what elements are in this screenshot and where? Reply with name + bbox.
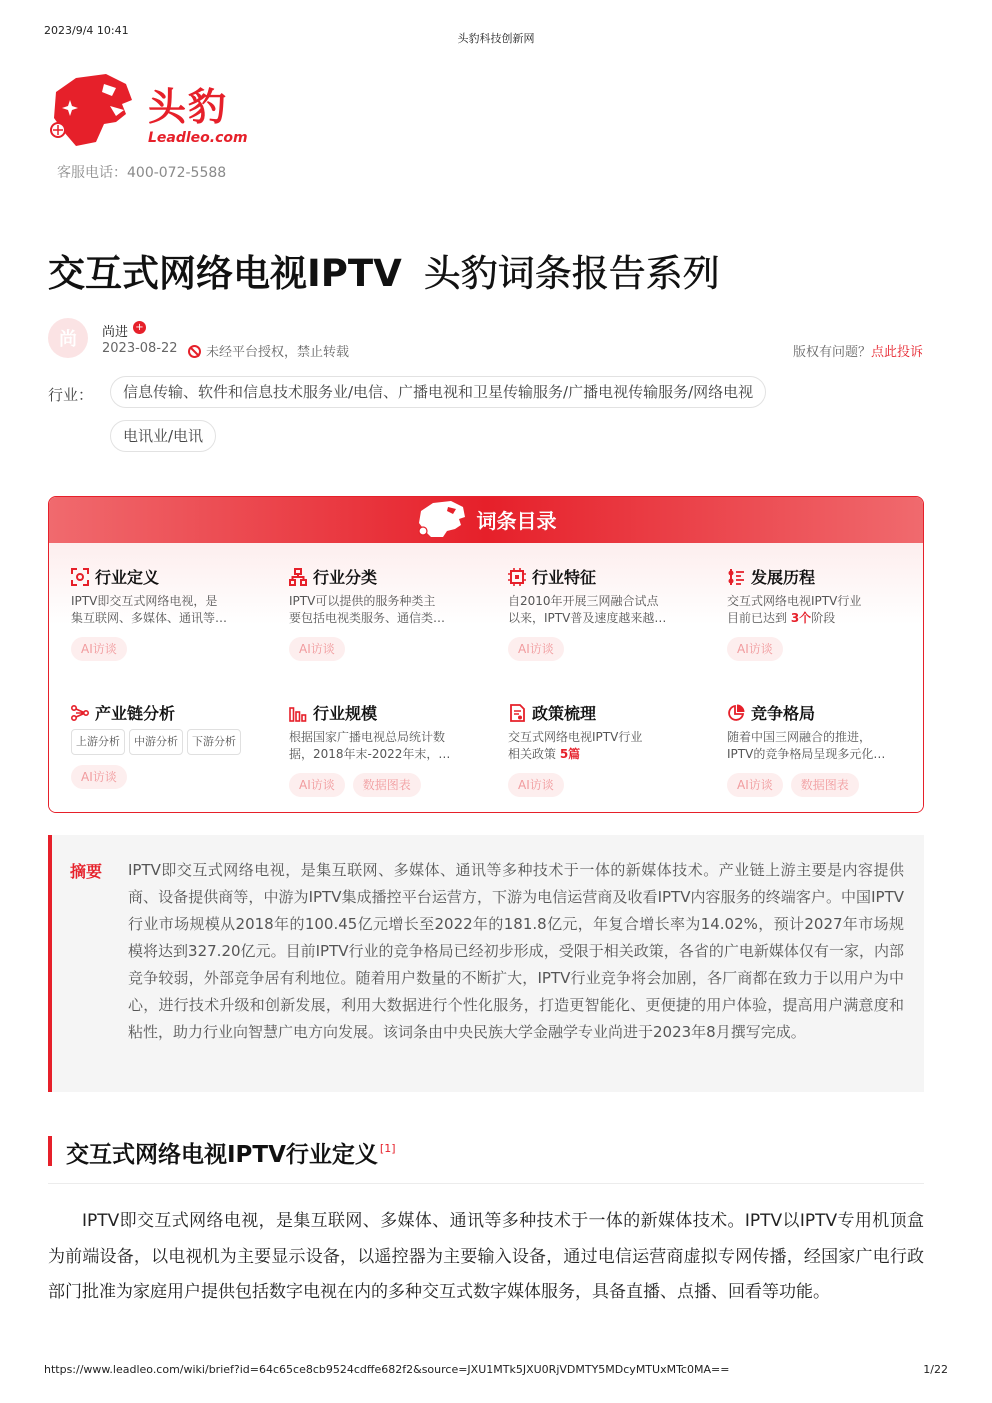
report-series: 头豹词条报告系列 <box>423 252 720 295</box>
copyright-note-text: 未经平台授权，禁止转载 <box>206 345 350 360</box>
stage-count: 3个 <box>790 611 812 625</box>
ai-interview-button[interactable]: AI访谈 <box>508 773 564 797</box>
toc-item-label: 行业特征 <box>532 568 597 587</box>
toc-item-label: 竞争格局 <box>751 704 816 723</box>
toc-item-desc <box>508 729 698 763</box>
toc-body <box>49 543 923 813</box>
toc-desc-text: 目前已达到 <box>727 611 791 625</box>
section-accent-bar <box>48 1136 52 1166</box>
toc-desc-line <box>727 610 917 627</box>
classification-icon <box>289 568 307 586</box>
abstract-box <box>48 835 924 1092</box>
toc-desc-line: 随着中国三网融合的推进， <box>727 730 872 744</box>
toc-item-title <box>71 565 261 587</box>
toc-item-label: 政策梳理 <box>532 704 597 723</box>
leadleo-logo[interactable] <box>46 70 246 148</box>
policy-icon <box>508 704 526 722</box>
upstream-analysis-tab[interactable]: 上游分析 <box>71 729 125 755</box>
author-badge-icon: + <box>133 321 146 334</box>
toc-desc-line <box>508 746 698 763</box>
toc-item-desc <box>289 593 479 627</box>
section-title: 交互式网络电视IPTV行业定义 <box>66 1142 378 1168</box>
ai-interview-button[interactable]: AI访谈 <box>71 765 127 789</box>
toc-item-label: 行业定义 <box>95 568 160 587</box>
report-title: 交互式网络电视IPTV <box>48 252 402 295</box>
author-name[interactable]: 尚进 <box>102 325 129 340</box>
toc-item-title <box>71 701 261 723</box>
toc-item-title <box>508 565 698 587</box>
toc-item-title <box>289 565 479 587</box>
toc-header <box>49 497 923 543</box>
toc-title: 词条目录 <box>476 508 557 533</box>
toc-item-desc <box>289 729 479 763</box>
abstract-text: IPTV即交互式网络电视，是集互联网、多媒体、通讯等多种技术于一体的新媒体技术。产业链上游主要是内容提供商、设备提供商等，中游为IPTV集成播控平台运营方，下游为电信运营商及收看IPTV内容服务的终端客户。中国IPTV行业市场规模从2018年的100.45亿元增长至2022年的181.8亿元，年复合增长率为14.02%，预计2027年市场规模将达到327.20亿元。目前IPTV行业的竞争格局已经初步形成，受限于相关政策，各省的广电新媒体仅有一家，内部竞争较弱，外部竞争居有利地位。随着用户数量的不断扩大，IPTV行业竞争将会加剧，各厂商都在致力于以用户为中心，进行技术升级和创新发展，利用大数据进行个性化服务，打造更智能化、更便捷的用户体验，提高用户满意度和粘性，助力行业向智慧广电方向发展。该词条由中央民族大学金融学专业尚进于2023年8月撰写完成。 <box>128 861 904 1041</box>
print-footer <box>44 1363 948 1379</box>
print-site-title: 头豹科技创新网 <box>457 32 535 45</box>
toc-item-features[interactable] <box>508 565 698 661</box>
toc-desc-line: 自2010年开展三网融合试点 <box>508 594 659 608</box>
complaint-link[interactable]: 点此投诉 <box>870 345 923 360</box>
toc-item-history[interactable] <box>727 565 917 661</box>
toc-item-desc <box>71 593 261 627</box>
ai-interview-button[interactable]: AI访谈 <box>727 773 783 797</box>
divider <box>48 1183 924 1184</box>
toc-item-label: 产业链分析 <box>95 704 176 723</box>
toc-desc-line: 要包括电视类服务、通信类… <box>289 611 446 625</box>
ai-interview-button[interactable]: AI访谈 <box>289 637 345 661</box>
abstract-label: 摘要 <box>70 862 103 881</box>
toc-desc-line: 根据国家广播电视总局统计数 <box>289 730 446 744</box>
toc-item-desc <box>727 593 917 627</box>
complaint-prompt: 版权有问题？ <box>792 345 871 360</box>
ai-interview-button[interactable]: AI访谈 <box>727 637 783 661</box>
ai-interview-button[interactable]: AI访谈 <box>508 637 564 661</box>
toc-desc-line: 交互式网络电视IPTV行业 <box>508 730 643 744</box>
industry-label: 行业： <box>48 386 94 404</box>
data-chart-button[interactable]: 数据图表 <box>791 773 859 797</box>
print-datetime: 2023/9/4 10:41 <box>44 24 129 37</box>
toc-item-title <box>508 701 698 723</box>
page-title <box>48 243 720 297</box>
toc-desc-line: 交互式网络电视IPTV行业 <box>727 594 862 608</box>
data-chart-button[interactable]: 数据图表 <box>353 773 421 797</box>
publish-date: 2023-08-22 <box>102 341 178 356</box>
table-of-contents <box>48 496 924 813</box>
toc-item-competition[interactable] <box>727 701 917 797</box>
section-heading <box>66 1136 396 1169</box>
chain-icon <box>71 704 89 722</box>
toc-desc-line: 据，2018年末-2022年末，… <box>289 747 451 761</box>
copyright-complaint <box>793 341 923 360</box>
definition-icon <box>71 568 89 586</box>
print-header <box>44 24 948 45</box>
toc-item-classification[interactable] <box>289 565 479 661</box>
toc-item-title <box>289 701 479 723</box>
ai-interview-button[interactable]: AI访谈 <box>71 637 127 661</box>
toc-item-label: 行业分类 <box>313 568 378 587</box>
toc-item-title <box>727 565 917 587</box>
author-avatar[interactable]: 尚 <box>48 318 88 358</box>
page-number: 1/22 <box>923 1363 948 1376</box>
print-url: https://www.leadleo.com/wiki/brief?id=64c65ce8cb9524cdffe682f2&source=JXU1MTk5JXU0RjVDMTY5MDcyMTUxMTc0MA== <box>44 1363 730 1376</box>
brand-domain: Leadleo.com <box>148 130 248 146</box>
toc-item-desc <box>508 593 698 627</box>
citation-ref[interactable]: [1] <box>379 1142 396 1155</box>
competition-icon <box>727 704 745 722</box>
toc-item-chain[interactable] <box>71 701 261 789</box>
toc-item-label: 发展历程 <box>751 568 816 587</box>
toc-item-policy[interactable] <box>508 701 698 797</box>
copyright-note <box>188 341 349 360</box>
industry-tag[interactable]: 电讯业/电讯 <box>110 420 216 452</box>
toc-desc-text: 阶段 <box>811 611 836 625</box>
feature-icon <box>508 568 526 586</box>
toc-desc-line: IPTV可以提供的服务种类主 <box>289 594 436 608</box>
policy-count: 5篇 <box>559 747 581 761</box>
downstream-analysis-tab[interactable]: 下游分析 <box>187 729 241 755</box>
brand-name: 头豹 <box>148 85 229 129</box>
toc-item-desc <box>727 729 917 763</box>
midstream-analysis-tab[interactable]: 中游分析 <box>129 729 183 755</box>
definition-paragraph: IPTV即交互式网络电视，是集互联网、多媒体、通讯等多种技术于一体的新媒体技术。IPTV以IPTV专用机顶盒为前端设备，以电视机为主要显示设备，以遥控器为主要输入设备，通过电信运营商虚拟专网传播，经国家广电行政部门批准为家庭用户提供包括数字电视在内的多种交互式数字媒体服务，具备直播、点播、回看等功能。 <box>48 1211 924 1302</box>
service-hotline: 客服电话：400-072-5588 <box>57 165 227 181</box>
toc-item-scale[interactable] <box>289 701 479 797</box>
toc-desc-line: 以来，IPTV普及速度越来越… <box>508 611 667 625</box>
leopard-head-icon <box>415 499 467 539</box>
industry-tag[interactable]: 信息传输、软件和信息技术服务业/电信、广播电视和卫星传输服务/广播电视传输服务/网络电视 <box>110 376 766 408</box>
toc-desc-line: 集互联网、多媒体、通讯等… <box>71 611 228 625</box>
toc-item-title <box>727 701 917 723</box>
history-icon <box>727 568 745 586</box>
ai-interview-button[interactable]: AI访谈 <box>289 773 345 797</box>
scale-icon <box>289 704 307 722</box>
toc-desc-text: 相关政策 <box>508 747 560 761</box>
toc-item-definition[interactable] <box>71 565 261 661</box>
toc-desc-line: IPTV即交互式网络电视，是 <box>71 594 218 608</box>
prohibited-icon <box>188 345 201 358</box>
toc-item-label: 行业规模 <box>313 704 378 723</box>
leopard-head-icon <box>46 70 136 148</box>
toc-desc-line: IPTV的竞争格局呈现多元化… <box>727 747 886 761</box>
